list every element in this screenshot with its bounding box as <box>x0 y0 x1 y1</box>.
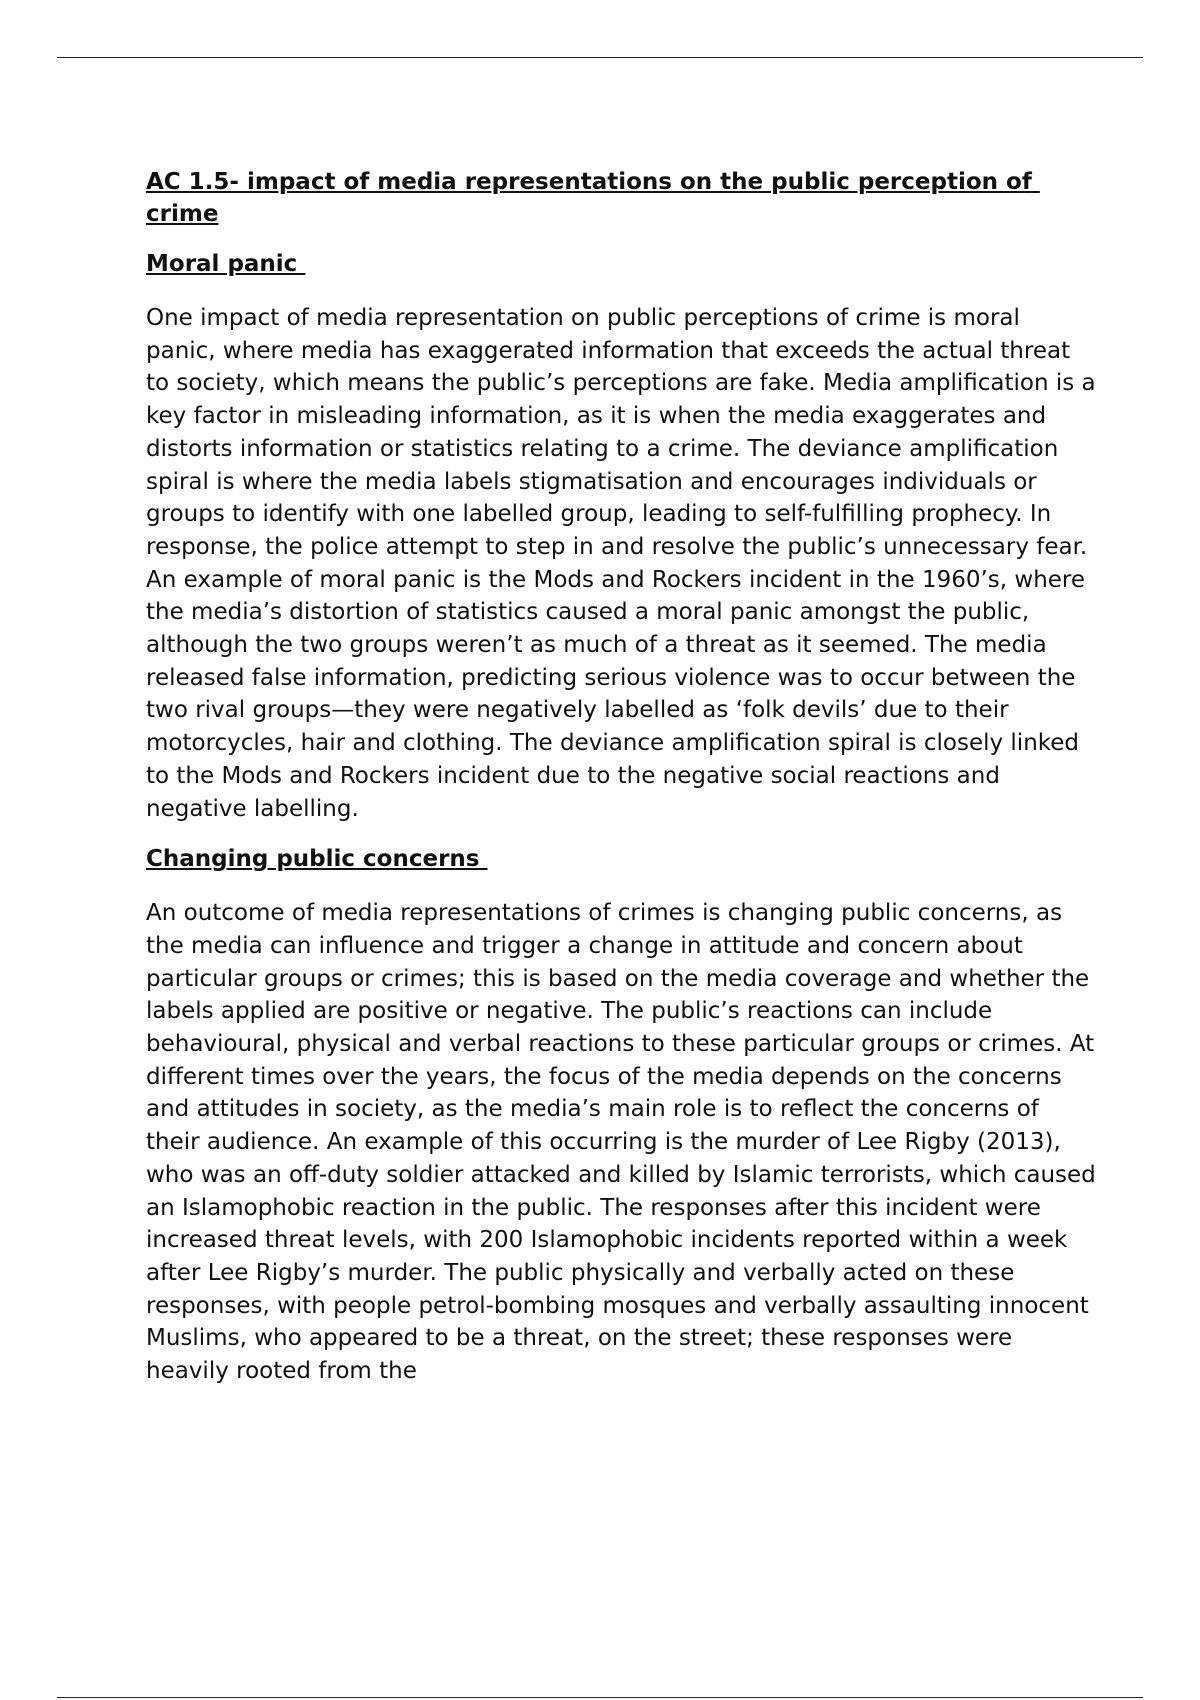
header-rule <box>57 57 1143 58</box>
footer-rule <box>57 1697 1143 1698</box>
document-title: AC 1.5- impact of media representations on the public perception of crime <box>146 169 1040 227</box>
section-heading: Moral panic <box>146 251 306 277</box>
document-body <box>146 166 1096 1406</box>
section-paragraph: An outcome of media representations of crimes is changing public concerns, as the media can influence and trigger a change in attitude and concern about particular groups or crimes; this is based on the media coverage and whether the labels applied are positive or negative. The public’s reactions can include behavioural, physical and verbal reactions to these particular groups or crimes. At different times over the years, the focus of the media depends on the concerns and attitudes in society, as the media’s main role is to reflect the concerns of their audience. An example of this occurring is the murder of Lee Rigby (2013), who was an off-duty soldier attacked and killed by Islamic terrorists, which caused an Islamophobic reaction in the public. The responses after this incident were increased threat levels, with 200 Islamophobic incidents reported within a week after Lee Rigby’s murder. The public physically and verbally acted on these responses, with people petrol-bombing mosques and verbally assaulting innocent Muslims, who appeared to be a threat, on the street; these responses were heavily rooted from the <box>146 900 1096 1385</box>
section-moral-panic <box>146 248 1096 825</box>
section-heading: Changing public concerns <box>146 846 488 873</box>
section-paragraph: One impact of media representation on public perceptions of crime is moral panic, where media has exaggerated information that exceeds the actual threat to society, which means the public’s perceptions are fake. Media amplification is a key factor in misleading information, as it is when the media exaggerates and distorts information or statistics relating to a crime. The deviance amplification spiral is where the media labels stigmatisation and encourages individuals or groups to identify with one labelled group, leading to self-fulfilling prophecy. In response, the police attempt to step in and resolve the public’s unnecessary fear. An example of moral panic is the Mods and Rockers incident in the 1960’s, where the media’s distortion of statistics caused a moral panic amongst the public, although the two groups weren’t as much of a threat as it seemed. The media released false information, predicting serious violence was to occur between the two rival groups—they were negatively labelled as ‘folk devils’ due to their motorcycles, hair and clothing. The deviance amplification spiral is closely linked to the Mods and Rockers incident due to the negative social reactions and negative labelling. <box>146 305 1096 822</box>
section-changing-public-concerns <box>146 843 1096 1388</box>
